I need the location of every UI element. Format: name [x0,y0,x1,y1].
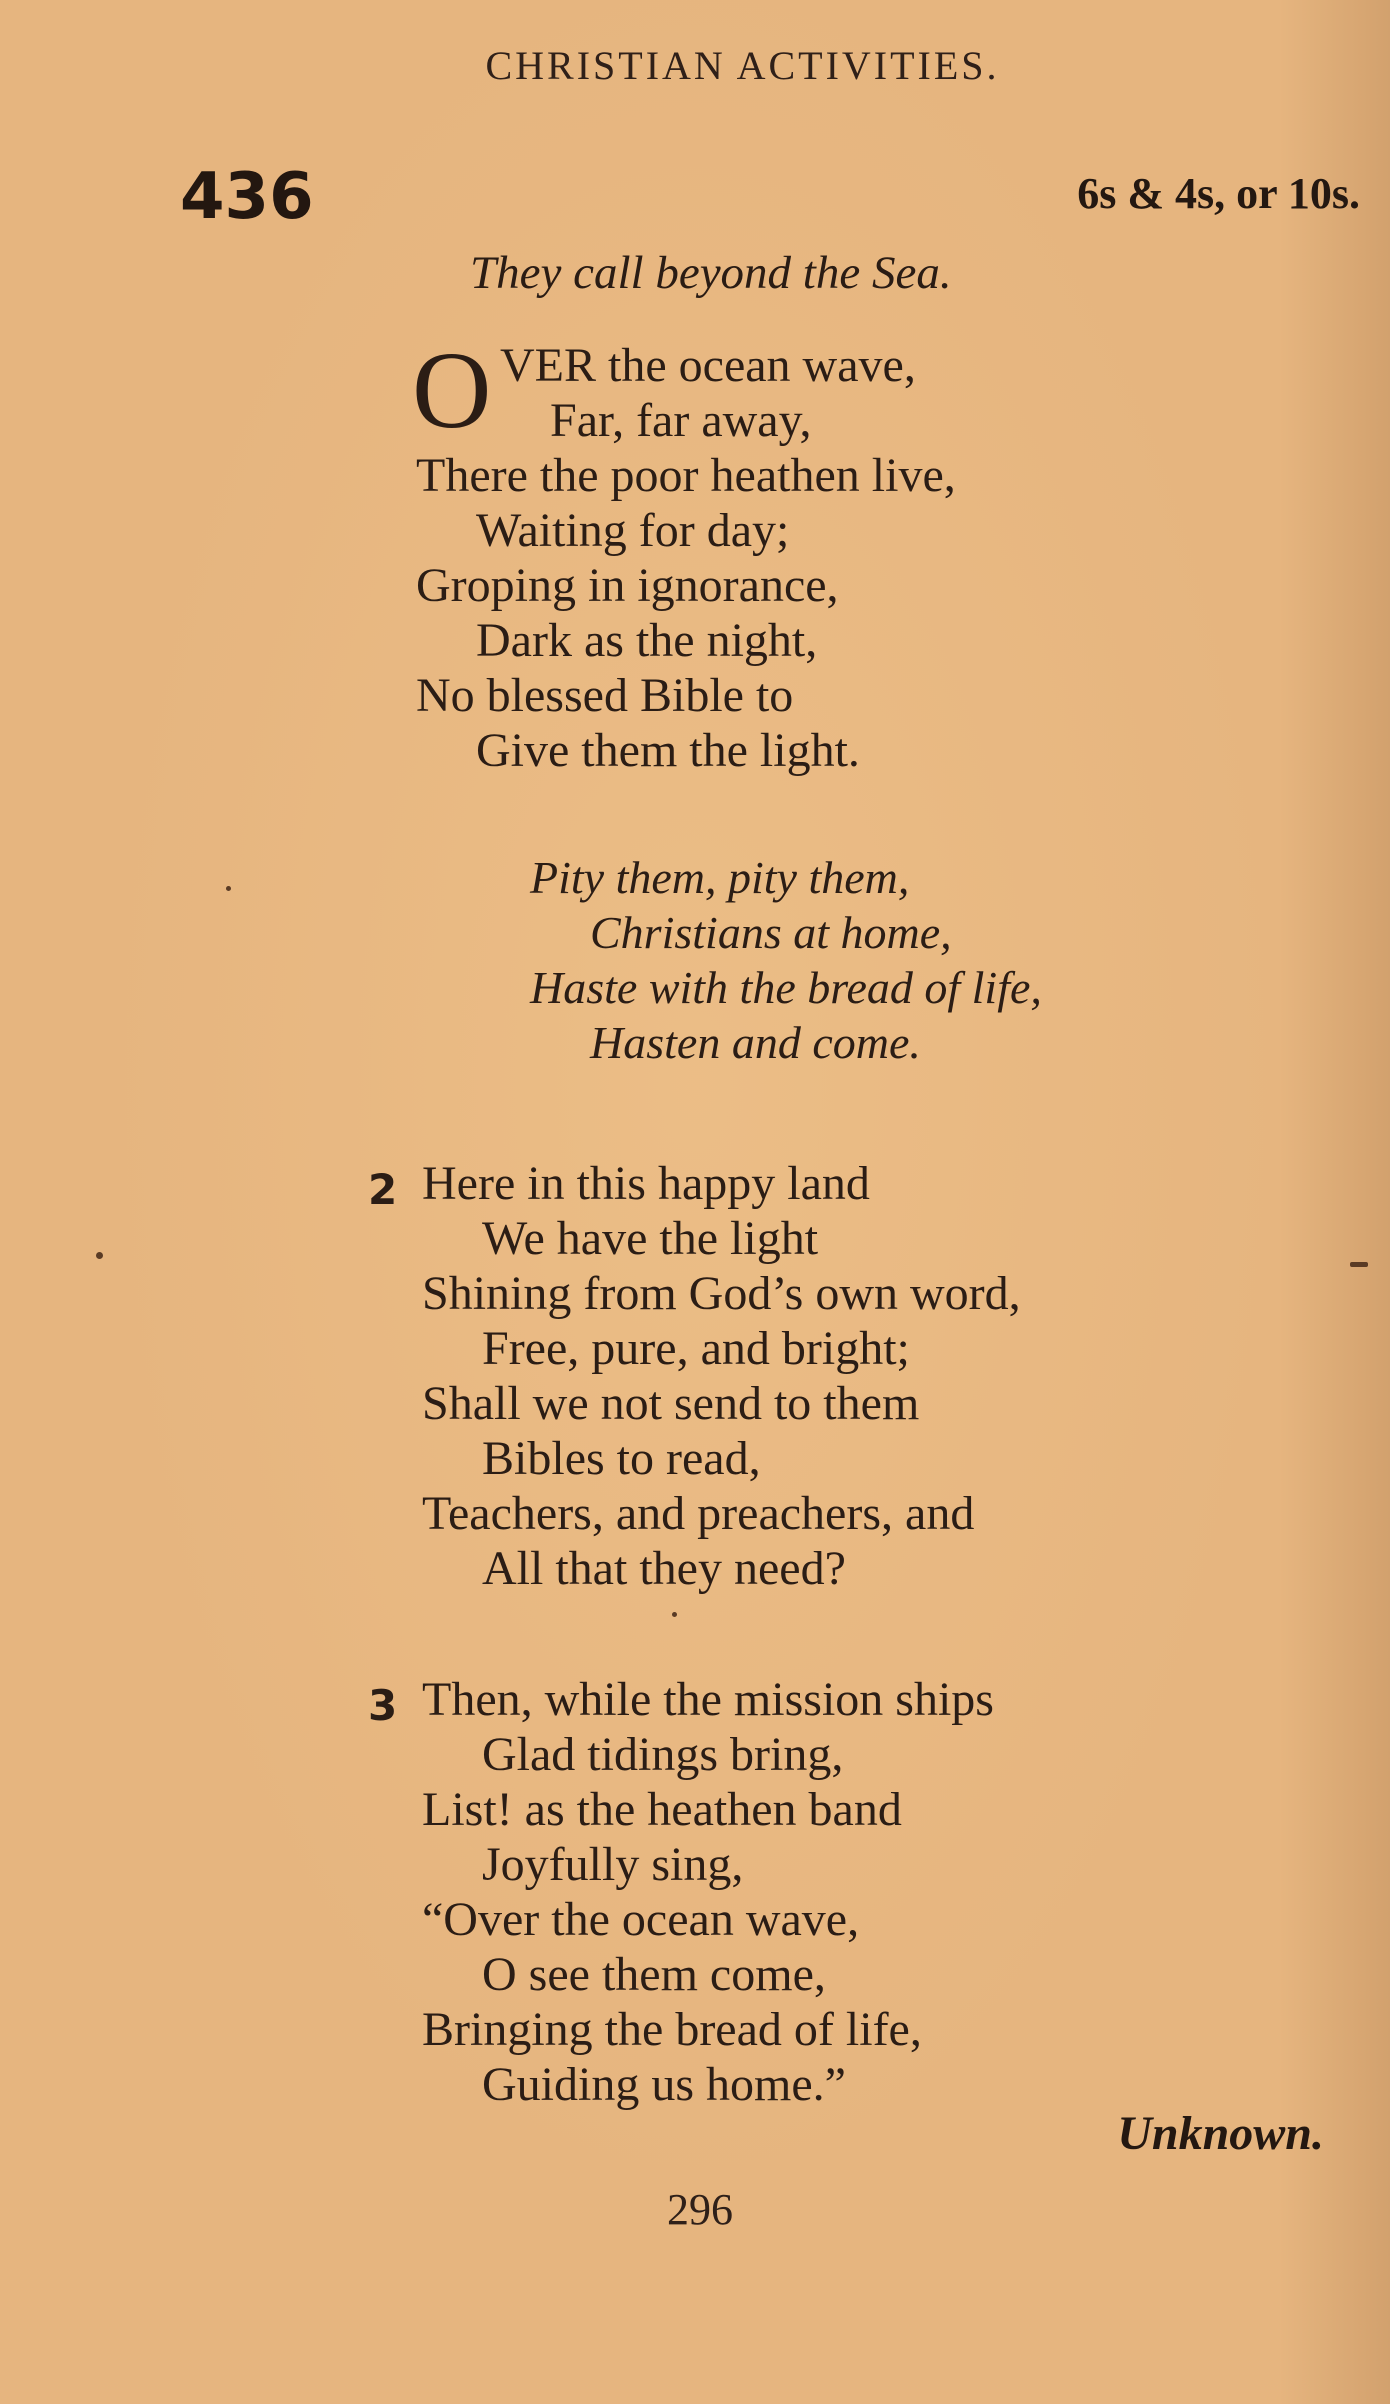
chorus-line: Christians at home, [590,907,952,958]
stanza-line: VER the ocean wave, [500,339,916,392]
stanza-line: Bringing the bread of life, [422,2003,922,2056]
stanza-2 [368,1156,1021,1596]
drop-cap: O [412,329,492,451]
author-attribution: Unknown. [1117,2107,1324,2160]
stanza-line: Here in this happy land [422,1157,870,1210]
stanza-number: 2 [368,1165,398,1214]
stanza-line: Glad tidings bring, [482,1728,844,1781]
chorus [530,850,1042,1070]
stanza-line: Far, far away, [550,394,812,447]
stanza-line: Then, while the mission ships [422,1673,994,1726]
stanza-line: Groping in ignorance, [416,559,839,612]
stanza-line: O see them come, [482,1948,826,2001]
paper-speck [1350,1262,1368,1267]
stanza-line: Shining from God’s own word, [422,1267,1021,1320]
stanza-3 [368,1672,994,2112]
running-head: CHRISTIAN ACTIVITIES. [485,43,1000,88]
stanza-line: We have the light [482,1212,819,1265]
chorus-line: Haste with the bread of life, [530,962,1042,1013]
stanza-number: 3 [368,1681,398,1730]
stanza-line: Teachers, and preachers, and [422,1487,975,1540]
stanza-line: Give them the light. [476,724,860,777]
meter: 6s & 4s, or 10s. [1077,169,1360,218]
chorus-line: Hasten and come. [590,1017,921,1068]
stanza-1 [412,329,956,778]
stanza-line: Free, pure, and bright; [482,1322,910,1375]
stanza-line: All that they need? [482,1542,846,1595]
chorus-line: Pity them, pity them, [530,852,910,903]
stanza-line: Joyfully sing, [482,1838,744,1891]
stanza-line: List! as the heathen band [422,1783,902,1836]
page-number: 296 [667,2185,733,2234]
stanza-line: Waiting for day; [476,504,790,557]
stanza-line: Guiding us home.” [482,2058,846,2111]
paper-speck [96,1252,103,1259]
hymn-subtitle: They call beyond the Sea. [470,247,952,299]
stanza-line: Shall we not send to them [422,1377,920,1430]
paper-speck [672,1612,677,1617]
stanza-line: No blessed Bible to [416,669,794,722]
stanza-line: There the poor heathen live, [416,449,956,502]
hymn-number: 436 [180,160,314,234]
stanza-line: Dark as the night, [476,614,818,667]
stanza-line: “Over the ocean wave, [422,1893,860,1946]
stanza-line: Bibles to read, [482,1432,761,1485]
paper-speck [226,886,231,891]
